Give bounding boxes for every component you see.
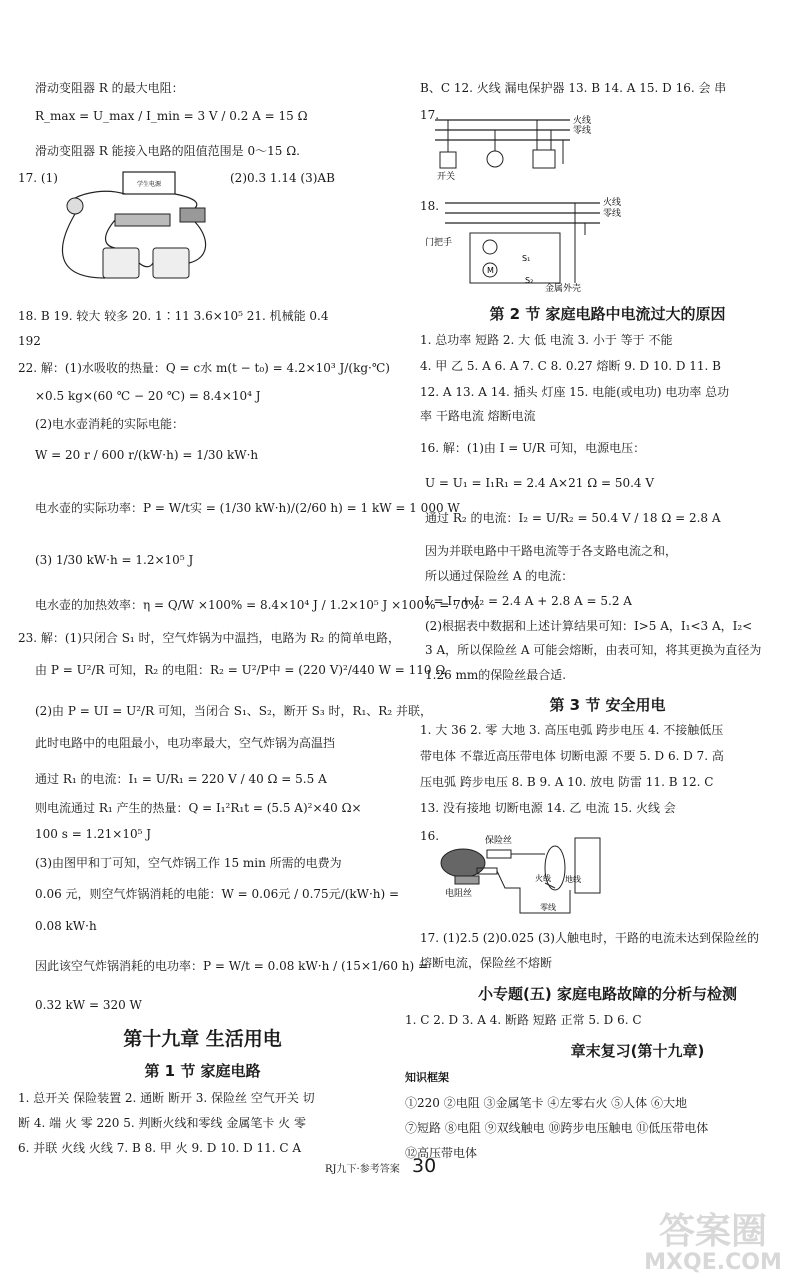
formula-line: 100 s = 1.21×10⁵ J [35,827,152,841]
answer-line: 率 干路电流 熔断电流 [420,409,536,423]
section-title: 第 1 节 家庭电路 [144,1062,261,1080]
solution-line: (3)由图甲和丁可知，空气炸锅工作 15 min 所需的电费为 [35,856,342,870]
formula-line: 通过 R₂ 的电流：I₂ = U/R₂ = 50.4 V / 18 Ω = 2.8 A [425,511,721,525]
switch-box [440,152,456,168]
question-label: 17. (1) [18,171,58,185]
lamp [487,151,503,167]
formula-line: I = I₁ + I₂ = 2.4 A + 2.8 A = 5.2 A [425,594,632,608]
section-title: 第 2 节 家庭电路中电流过大的原因 [489,305,726,323]
formula-line: 则电流通过 R₁ 产生的热量：Q = I₁²R₁t = (5.5 A)²×40 Ω× [35,801,362,815]
watermark-line2: MXQE.COM [644,1250,782,1275]
formula-line: 因此该空气炸锅消耗的电功率：P = W/t = 0.08 kW·h / (15×1/60 h) = [35,959,429,973]
watermark-line1: 答案圈 [658,1211,768,1252]
solution-line: (2)电水壶消耗的实际电能： [35,417,184,431]
voltmeter [153,248,189,278]
formula-line: 0.32 kW = 320 W [35,998,142,1012]
answer-line: 17. (1)2.5 (2)0.025 (3)人触电时，干路的电流未达到保险丝的 [420,931,759,945]
formula-line: 0.08 kW·h [35,919,97,933]
live-wire-label: 火线 [535,874,551,883]
chapter-title: 第十九章 生活用电 [123,1028,282,1050]
formula-line: 由 P = U²/R 可知，R₂ 的电阻：R₂ = U²/P中 = (220 V)²/440 W = 110 Ω [35,663,446,677]
solution-line: ×0.5 kg×(60 ℃ − 20 ℃) = 8.4×10⁴ J [35,389,261,403]
household-wiring-diagram-18 [425,195,635,295]
framework-line: ①220 ②电阻 ③金属笔卡 ④左零右火 ⑤人体 ⑥大地 [405,1096,687,1110]
kettle [441,849,485,877]
framework-label: 知识框架 [405,1071,449,1084]
bulb [67,198,83,214]
answer-line: 12. A 13. A 14. 插头 灯座 15. 电能(或电功) 电功率 总功 [420,385,730,399]
formula-line: U = U₁ = I₁R₁ = 2.4 A×21 Ω = 50.4 V [425,476,655,490]
formula-line: 0.06 元，则空气炸锅消耗的电能：W = 0.06元 / 0.75元/(kW·h) = [35,887,400,901]
answer-line: 带电体 不靠近高压带电体 切断电源 不要 5. D 6. D 7. 高 [420,749,724,763]
rheostat [115,214,170,226]
plug [545,846,565,890]
section-title: 第 3 节 安全用电 [549,696,666,714]
answer-line: 熔断电流，保险丝不熔断 [420,956,553,970]
solution-line: 所以通过保险丝 A 的电流： [425,569,574,583]
motor-label: M [487,266,494,275]
wall-socket [575,838,600,893]
formula-line: 通过 R₁ 的电流：I₁ = U/R₁ = 220 V / 40 Ω = 5.5 A [35,772,327,786]
footer-text: RJ九下·参考答案 [325,1164,400,1175]
answer-line: (2)0.3 1.14 (3)AB [230,171,335,185]
household-wiring-diagram-17 [425,104,605,184]
s2-label: S₂ [525,276,534,285]
solution-line: 1.26 mm的保险丝最合适. [425,668,567,682]
answer-line: 1. 总开关 保险装置 2. 通断 断开 3. 保险丝 空气开关 切 [18,1091,315,1105]
formula-line: 电水壶的实际功率：P = W/t实 = (1/30 kW·h)/(2/60 h) = 1 kW = 1 000 W [35,501,460,515]
switch-label: 开关 [437,172,456,182]
answer-line: 1. 总功率 短路 2. 大 低 电流 3. 小于 等于 不能 [420,333,673,347]
ground-wire-label: 地线 [565,875,581,884]
solution-line: 3 A，所以保险丝 A 可能会熔断，由表可知，将其更换为直径为 [425,643,762,657]
formula-line: R_max = U_max / I_min = 3 V / 0.2 A = 15 Ω [35,109,308,123]
text-line: 滑动变阻器 R 的最大电阻： [35,81,184,95]
fuse-label: 保险丝 [485,836,513,846]
appliance-box [470,233,560,283]
question-label: 16. [420,829,440,843]
switch [180,208,205,222]
handle-label: 门把手 [425,238,453,248]
answer-line: 6. 并联 火线 火线 7. B 8. 甲 火 9. D 10. D 11. C A [18,1141,302,1155]
answer-line: 192 [18,334,41,348]
experiment-circuit-diagram [45,168,215,293]
framework-line: ⑦短路 ⑧电阻 ⑨双线触电 ⑩跨步电压触电 ⑪低压带电体 [405,1121,709,1135]
lamp [483,240,497,254]
socket [533,150,555,168]
answer-line: 1. C 2. D 3. A 4. 断路 短路 正常 5. D 6. C [405,1013,642,1027]
site-watermark-logo [628,1205,798,1275]
text-line: 滑动变阻器 R 能接入电路的阻值范围是 0～15 Ω. [35,144,300,158]
formula-line: (2)由 P = UI = U²/R 可知，当闭合 S₁、S₂，断开 S₃ 时，R₁、R₂ 并联， [35,704,432,718]
formula-line: W = 20 r / 600 r/(kW·h) = 1/30 kW·h [35,448,259,462]
resistor-label: 电阻丝 [445,889,473,899]
answer-line: B、C 12. 火线 漏电保护器 13. B 14. A 15. D 16. 会 串 [420,81,727,95]
s1-label: S₁ [522,254,531,263]
answer-line: 4. 甲 乙 5. A 6. A 7. C 8. 0.27 熔断 9. D 10. D 11. B [420,359,722,373]
formula-line: 电水壶的加热效率：η = Q/W ×100% = 8.4×10⁴ J / 1.2×10⁵ J ×100% = 70% [35,598,480,612]
question-label: 17. [420,108,440,122]
topic-title: 小专题(五) 家庭电路故障的分析与检测 [478,985,737,1003]
metal-shell-label: 金属外壳 [545,284,582,294]
formula-line: (3) 1/30 kW·h = 1.2×10⁵ J [35,553,194,567]
solution-line: 23. 解：(1)只闭合 S₁ 时，空气炸锅为中温挡，电路为 R₂ 的简单电路， [18,631,401,645]
fuse [487,850,511,858]
solution-line: 22. 解：(1)水吸收的热量：Q = c水 m(t − t₀) = 4.2×10³ J/(kg·℃) [18,361,390,375]
ammeter [103,248,139,278]
answer-line: 1. 大 36 2. 零 大地 3. 高压电弧 跨步电压 4. 不接触低压 [420,723,724,737]
solution-line: 16. 解：(1)由 I = U/R 可知，电源电压： [420,441,646,455]
neutral-wire-label: 零线 [603,209,622,219]
question-label: 18. [420,199,440,213]
review-title: 章末复习(第十九章) [570,1042,705,1060]
live-wire-label: 火线 [573,116,592,126]
power-supply-label: 学生电源 [136,181,162,188]
answer-line: 13. 没有接地 切断电源 14. 乙 电流 15. 火线 会 [420,801,676,815]
framework-line: ⑫高压带电体 [405,1146,478,1160]
neutral-wire-label: 零线 [540,903,556,912]
solution-line: (2)根据表中数据和上述计算结果可知：I>5 A，I₁<3 A，I₂< [425,619,753,633]
solution-line: 因为并联电路中干路电流等于各支路电流之和， [425,544,678,558]
neutral-wire-label: 零线 [573,126,592,136]
kettle-circuit-diagram [425,828,615,920]
solution-line: 此时电路中的电阻最小，电功率最大，空气炸锅为高温挡 [35,736,336,750]
page-number: 30 [412,1155,437,1177]
live-wire-label: 火线 [603,198,622,208]
answer-line: 压电弧 跨步电压 8. B 9. A 10. 放电 防雷 11. B 12. C [420,775,714,789]
answer-line: 18. B 19. 较大 较多 20. 1∶11 3.6×10⁵ 21. 机械能 0.4 [18,309,329,323]
answer-line: 断 4. 端 火 零 220 5. 判断火线和零线 金属笔卡 火 零 [18,1116,306,1130]
